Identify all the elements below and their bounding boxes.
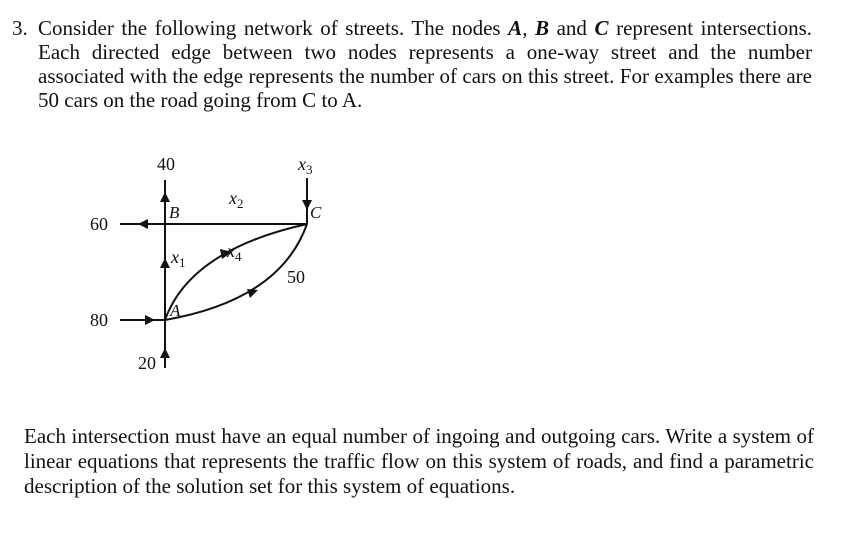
label-40: 40 xyxy=(157,154,175,174)
edge-a-c-x4 xyxy=(165,224,307,320)
label-x1 xyxy=(170,247,186,270)
arrow-head-20 xyxy=(160,348,170,358)
label-x2-var: x xyxy=(229,188,237,208)
arrow-head-80 xyxy=(145,315,155,325)
node-b-label: B xyxy=(169,203,180,222)
label-50: 50 xyxy=(287,267,305,287)
problem-sep-2: and xyxy=(549,16,595,40)
instruction-text: Each intersection must have an equal number of ingoing and outgoing cars. Write a system of linear equations that represents the traffic flow on this system of roads, and find a parametric description of the solution set for this system of equations. xyxy=(24,424,814,498)
label-x1-sub: 1 xyxy=(179,255,186,270)
edge-c-a-50 xyxy=(165,224,307,320)
arrow-head-40 xyxy=(160,192,170,202)
label-x3-sub: 3 xyxy=(306,162,313,177)
problem-number: 3. xyxy=(12,16,28,40)
node-b-ref: B xyxy=(535,16,550,40)
problem-text xyxy=(38,16,812,112)
label-x3 xyxy=(297,154,313,177)
arrow-head-x1 xyxy=(160,258,170,268)
label-60: 60 xyxy=(90,214,108,234)
label-x4-sub: 4 xyxy=(235,249,242,264)
label-x3-var: x xyxy=(298,154,306,174)
node-c-ref: C xyxy=(594,16,609,40)
problem-text-part-1: Consider the following network of streets. The nodes xyxy=(38,16,509,40)
label-x2-sub: 2 xyxy=(237,196,244,211)
label-x4 xyxy=(226,241,242,264)
street-network-diagram xyxy=(80,140,340,380)
problem-sep-1: , xyxy=(522,16,536,40)
node-a-ref: A xyxy=(508,16,523,40)
node-a-label: A xyxy=(170,301,181,320)
label-20: 20 xyxy=(138,353,156,373)
problem-text-part-2: represent intersections. Each directed edge between two nodes represents a one-way street and the number associated with the edge represents the number of cars on this street. For examples there are 50 cars on the road going from C to A. xyxy=(38,16,812,112)
label-x2 xyxy=(228,188,244,211)
problem-statement xyxy=(12,16,812,112)
label-80: 80 xyxy=(90,310,108,330)
arrow-head-50 xyxy=(247,289,258,298)
node-c-label: C xyxy=(310,203,322,222)
label-x1-var: x xyxy=(171,247,179,267)
arrow-head-60 xyxy=(138,219,148,229)
label-x4-var: x xyxy=(227,241,235,261)
